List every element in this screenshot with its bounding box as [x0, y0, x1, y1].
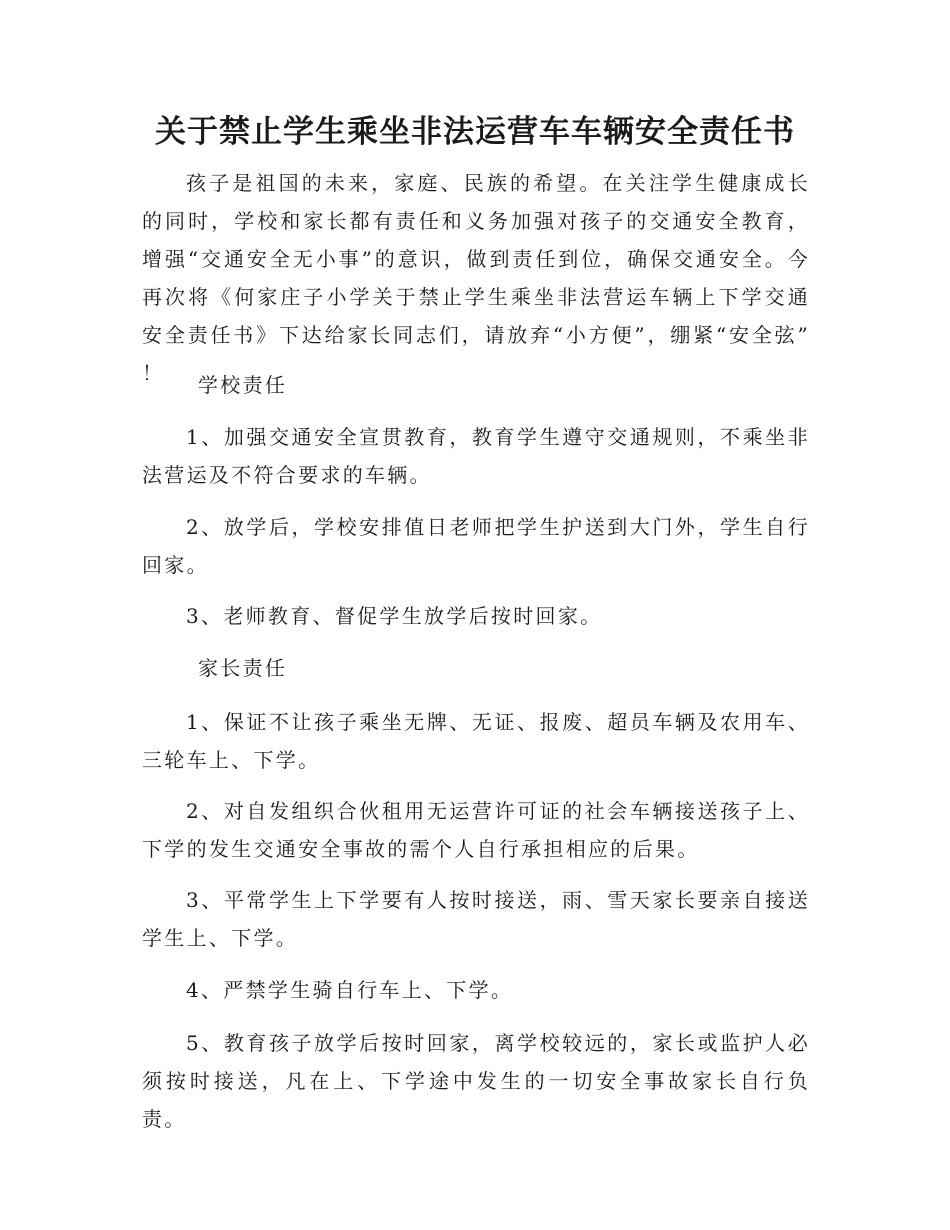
parent-item-4: 4、严禁学生骑自行车上、下学。	[186, 978, 514, 1002]
intro-paragraph: 孩子是祖国的未来，家庭、民族的希望。在关注学生健康成长的同时，学校和家长都有责任和义务加强对孩子的交通安全教育，增强“交通安全无小事”的意识，做到责任到位，确保交通安全。今再次将《何家庄子小学关于禁止学生乘坐非法营运车辆上下学交通安全责任书》下达给家长同志们，请放弃“小方便”，绷紧“安全弦” ！	[142, 171, 810, 385]
parent-item-3: 3、平常学生上下学要有人按时接送，雨、雪天家长要亲自接送学生上、下学。	[142, 888, 810, 950]
parent-responsibility-heading: 家长责任	[198, 656, 288, 680]
document-title: 关于禁止学生乘坐非法运营车车辆安全责任书	[155, 114, 795, 150]
school-item-2: 2、放学后，学校安排值日老师把学生护送到大门外，学生自行回家。	[142, 515, 810, 577]
school-item-3: 3、老师教育、督促学生放学后按时回家。	[186, 604, 603, 628]
parent-item-5: 5、教育孩子放学后按时回家，离学校较远的，家长或监护人必须按时接送，凡在上、下学途中发生的一切安全事故家长自行负责。	[142, 1031, 810, 1131]
parent-item-2: 2、对自发组织合伙租用无运营许可证的社会车辆接送孩子上、下学的发生交通安全事故的需个人自行承担相应的后果。	[142, 799, 810, 861]
school-item-1: 1、加强交通安全宣贯教育，教育学生遵守交通规则，不乘坐非法营运及不符合要求的车辆。	[142, 425, 810, 487]
parent-item-1: 1、保证不让孩子乘坐无牌、无证、报废、超员车辆及农用车、三轮车上、下学。	[142, 710, 810, 772]
school-responsibility-heading: 学校责任	[198, 373, 288, 397]
